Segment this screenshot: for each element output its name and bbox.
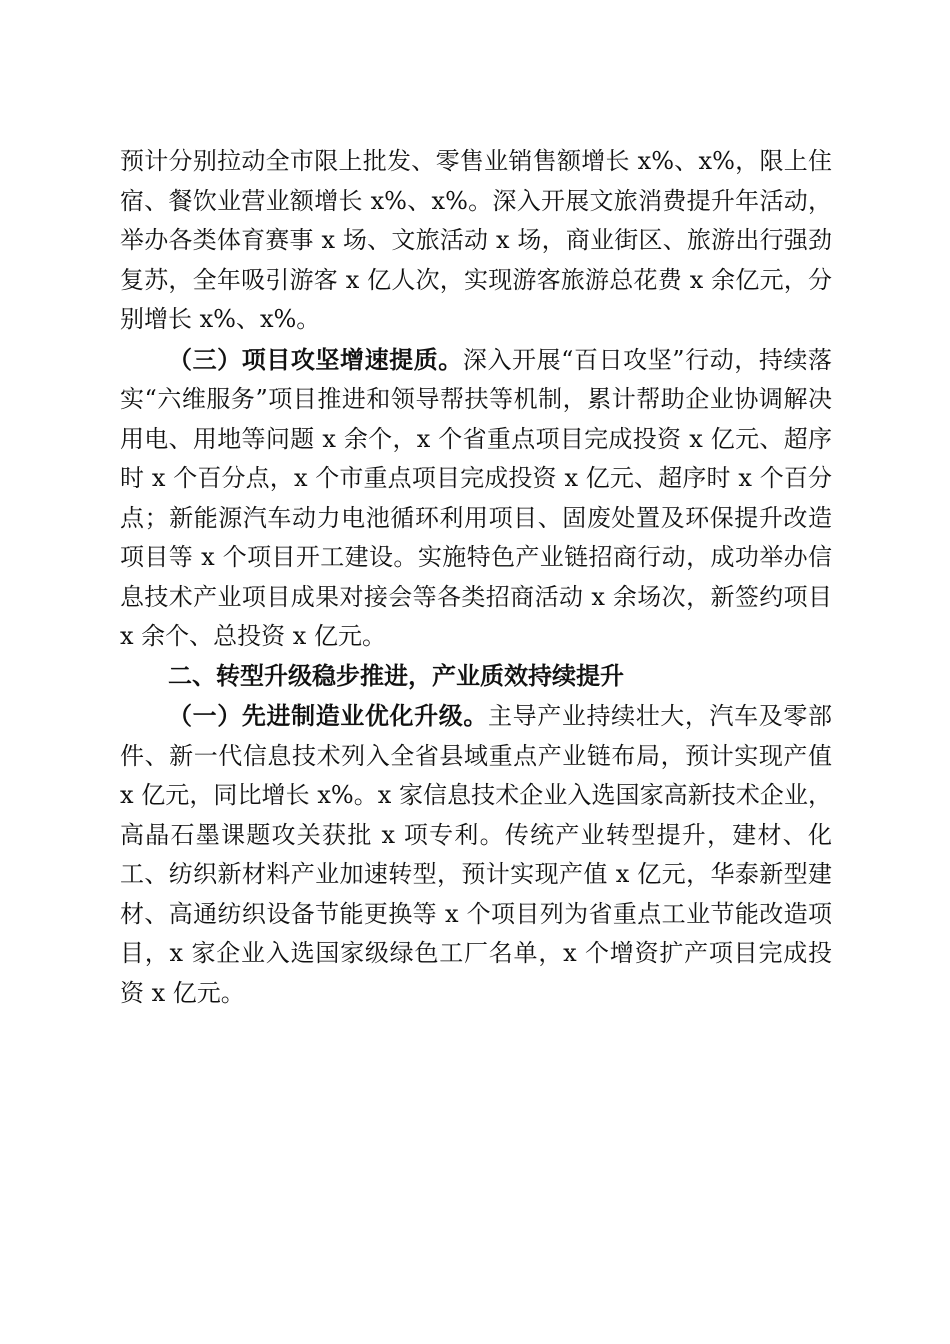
paragraph-consumption <box>120 142 832 340</box>
paragraph-manufacturing <box>120 696 832 1013</box>
paragraph-text: 深入开展“百日攻坚”行动，持续落实“六维服务”项目推进和领导帮扶等机制，累计帮助企业协调解决用电、用地等问题 x 余个，x 个省重点项目完成投资 x 亿元、超序时 x 个百分点，x 个市重点项目完成投资 x 亿元、超序时 x 个百分点；新能源汽车动力电池循环利用项目、固废处置及环保提升改造项目等 x 个项目开工建设。实施特色产业链招商行动，成功举办信息技术产业项目成果对接会等各类招商活动 x 余场次，新签约项目 x 余个、总投资 x 亿元。 <box>120 345 832 650</box>
document-body <box>120 142 832 1013</box>
paragraph-lead: （三）项目攻坚增速提质。 <box>168 344 463 374</box>
paragraph-text: 预计分别拉动全市限上批发、零售业销售额增长 x%、x%，限上住宿、餐饮业营业额增长 x%、x%。深入开展文旅消费提升年活动，举办各类体育赛事 x 场、文旅活动 x 场，商业街区、旅游出行强劲复苏，全年吸引游客 x 亿人次，实现游客旅游总花费 x 余亿元，分别增长 x%、x%。 <box>120 147 832 333</box>
section-heading: 二、转型升级稳步推进，产业质效持续提升 <box>168 661 624 690</box>
paragraph-lead: （一）先进制造业优化升级。 <box>168 701 488 730</box>
paragraph-project-tackling <box>120 340 832 657</box>
paragraph-text: 主导产业持续壮大，汽车及零部件、新一代信息技术列入全省县域重点产业链布局，预计实现产值 x 亿元，同比增长 x%。x 家信息技术企业入选国家高新技术企业，高晶石墨课题攻关获批 x 项专利。传统产业转型提升，建材、化工、纺织新材料产业加速转型，预计实现产值 x 亿元，华泰新型建材、高通纺织设备节能更换等 x 个项目列为省重点工业节能改造项目，x 家企业入选国家级绿色工厂名单，x 个增资扩产项目完成投资 x 亿元。 <box>120 702 832 1007</box>
